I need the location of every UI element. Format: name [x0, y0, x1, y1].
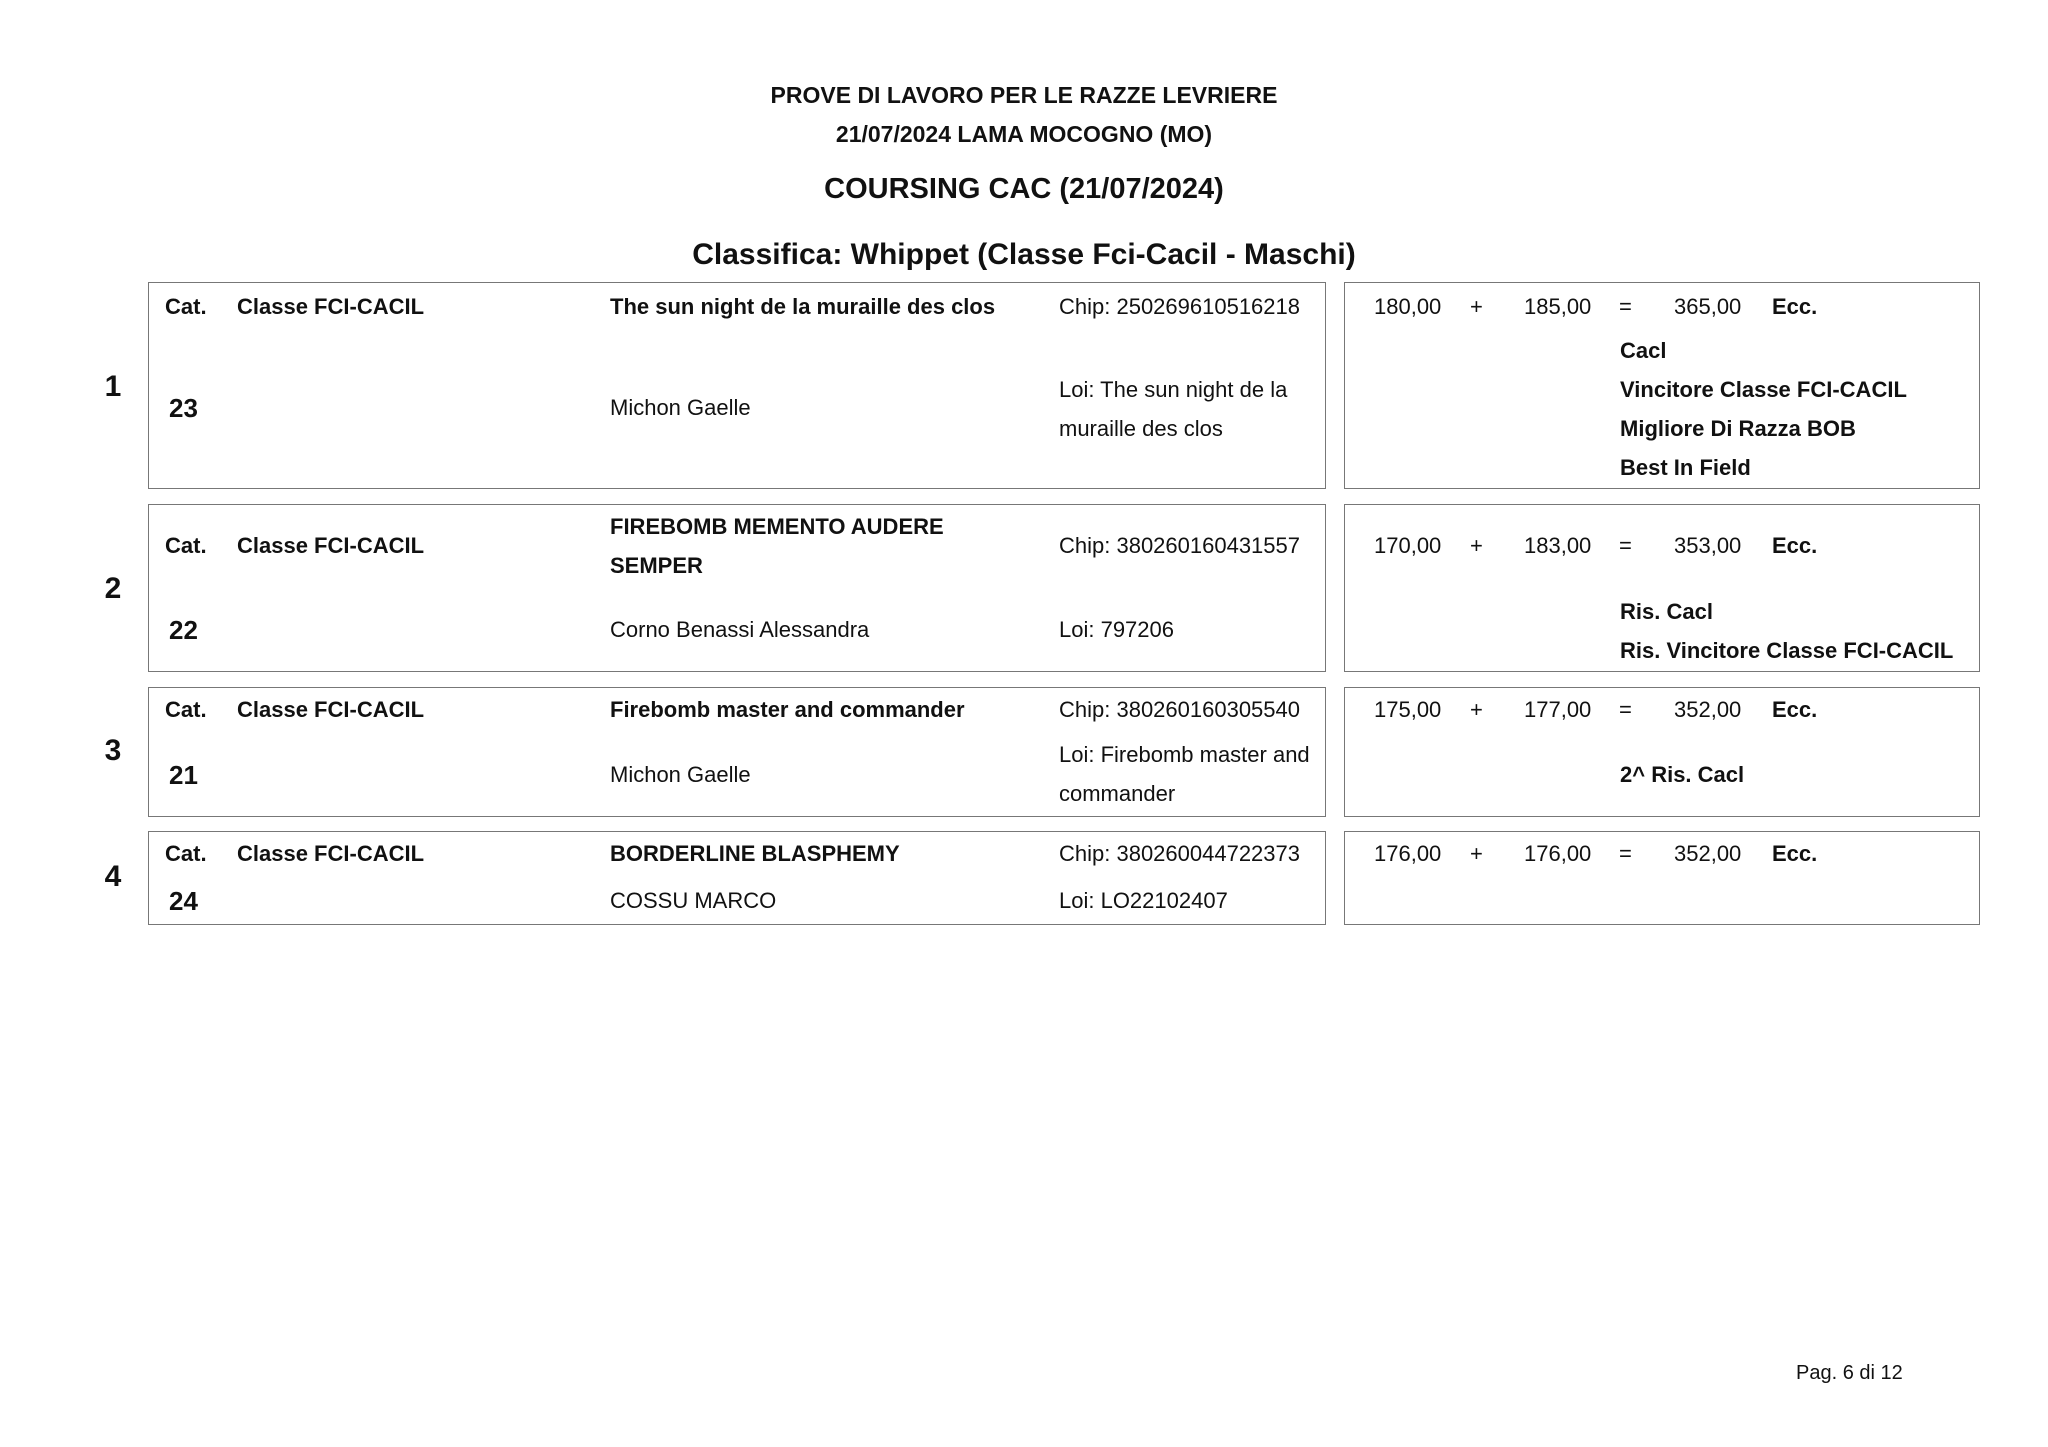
plus-sign: +	[1470, 841, 1483, 866]
dog-name: Firebomb master and commander	[610, 697, 965, 722]
loi-number: Loi: LO22102407	[1059, 888, 1228, 913]
grade: Ecc.	[1772, 841, 1818, 866]
equals-sign: =	[1619, 841, 1632, 866]
award: Cacl	[1620, 338, 1667, 363]
loi-line-1: Loi: Firebomb master and	[1059, 742, 1310, 767]
equals-sign: =	[1619, 533, 1632, 558]
award: Ris. Cacl	[1620, 599, 1713, 624]
owner-name: Corno Benassi Alessandra	[610, 617, 870, 642]
header-line-2: 21/07/2024 LAMA MOCOGNO (MO)	[835, 121, 1213, 147]
chip-number: Chip: 380260160431557	[1059, 533, 1301, 558]
grade: Ecc.	[1772, 294, 1818, 319]
score-2: 176,00	[1524, 841, 1592, 866]
class-name: Classe FCI-CACIL	[237, 841, 425, 866]
plus-sign: +	[1470, 294, 1483, 319]
entry-3-results-box	[1344, 687, 1980, 817]
total-score: 352,00	[1674, 841, 1742, 866]
event-title: COURSING CAC (21/07/2024)	[824, 173, 1224, 205]
entry-2-results-box	[1344, 504, 1980, 672]
entry-4-details-box	[148, 831, 1326, 925]
score-1: 175,00	[1374, 697, 1442, 722]
loi-line-2: muraille des clos	[1059, 416, 1223, 441]
loi-line-2: commander	[1059, 781, 1176, 806]
plus-sign: +	[1470, 533, 1483, 558]
cat-number: 22	[169, 615, 198, 645]
rank-number: 3	[104, 734, 122, 767]
grade: Ecc.	[1772, 697, 1818, 722]
total-score: 365,00	[1674, 294, 1742, 319]
grade: Ecc.	[1772, 533, 1818, 558]
award: Vincitore Classe FCI-CACIL	[1620, 377, 1907, 402]
score-2: 185,00	[1524, 294, 1592, 319]
cat-number: 21	[169, 760, 198, 790]
dog-name-line-2: SEMPER	[610, 553, 703, 578]
cat-number: 24	[169, 886, 198, 916]
score-1: 170,00	[1374, 533, 1442, 558]
dog-name-line-1: FIREBOMB MEMENTO AUDERE	[610, 514, 944, 539]
page-number: Pag. 6 di 12	[1796, 1362, 1903, 1384]
header-line-1: PROVE DI LAVORO PER LE RAZZE LEVRIERE	[770, 82, 1278, 108]
total-score: 352,00	[1674, 697, 1742, 722]
dog-name: The sun night de la muraille des clos	[610, 294, 996, 319]
entry-1-details-box	[148, 282, 1326, 489]
owner-name: COSSU MARCO	[610, 888, 777, 913]
rank-number: 1	[104, 370, 122, 403]
class-name: Classe FCI-CACIL	[237, 697, 425, 722]
score-1: 180,00	[1374, 294, 1442, 319]
owner-name: Michon Gaelle	[610, 395, 751, 420]
owner-name: Michon Gaelle	[610, 762, 751, 787]
loi-number: Loi: 797206	[1059, 617, 1174, 642]
equals-sign: =	[1619, 697, 1632, 722]
entry-1-results-box	[1344, 282, 1980, 489]
entry-4-results-box	[1344, 831, 1980, 925]
cat-number: 23	[169, 393, 198, 423]
award: Migliore Di Razza BOB	[1620, 416, 1856, 441]
plus-sign: +	[1470, 697, 1483, 722]
loi-line-1: Loi: The sun night de la	[1059, 377, 1288, 402]
chip-number: Chip: 250269610516218	[1059, 294, 1301, 319]
cat-label: Cat.	[165, 294, 207, 319]
chip-number: Chip: 380260160305540	[1059, 697, 1301, 722]
ranking-title: Classifica: Whippet (Classe Fci-Cacil - Maschi)	[692, 238, 1356, 271]
cat-label: Cat.	[165, 697, 207, 722]
cat-label: Cat.	[165, 533, 207, 558]
class-name: Classe FCI-CACIL	[237, 294, 425, 319]
cat-label: Cat.	[165, 841, 207, 866]
rank-number: 4	[104, 860, 122, 893]
equals-sign: =	[1619, 294, 1632, 319]
dog-name: BORDERLINE BLASPHEMY	[610, 841, 900, 866]
entry-3-details-box	[148, 687, 1326, 817]
award: 2^ Ris. Cacl	[1620, 762, 1745, 787]
score-1: 176,00	[1374, 841, 1442, 866]
entry-2-details-box	[148, 504, 1326, 672]
award: Best In Field	[1620, 455, 1751, 480]
chip-number: Chip: 380260044722373	[1059, 841, 1301, 866]
class-name: Classe FCI-CACIL	[237, 533, 425, 558]
total-score: 353,00	[1674, 533, 1742, 558]
score-2: 183,00	[1524, 533, 1592, 558]
award: Ris. Vincitore Classe FCI-CACIL	[1620, 638, 1954, 663]
rank-number: 2	[104, 572, 122, 605]
score-2: 177,00	[1524, 697, 1592, 722]
